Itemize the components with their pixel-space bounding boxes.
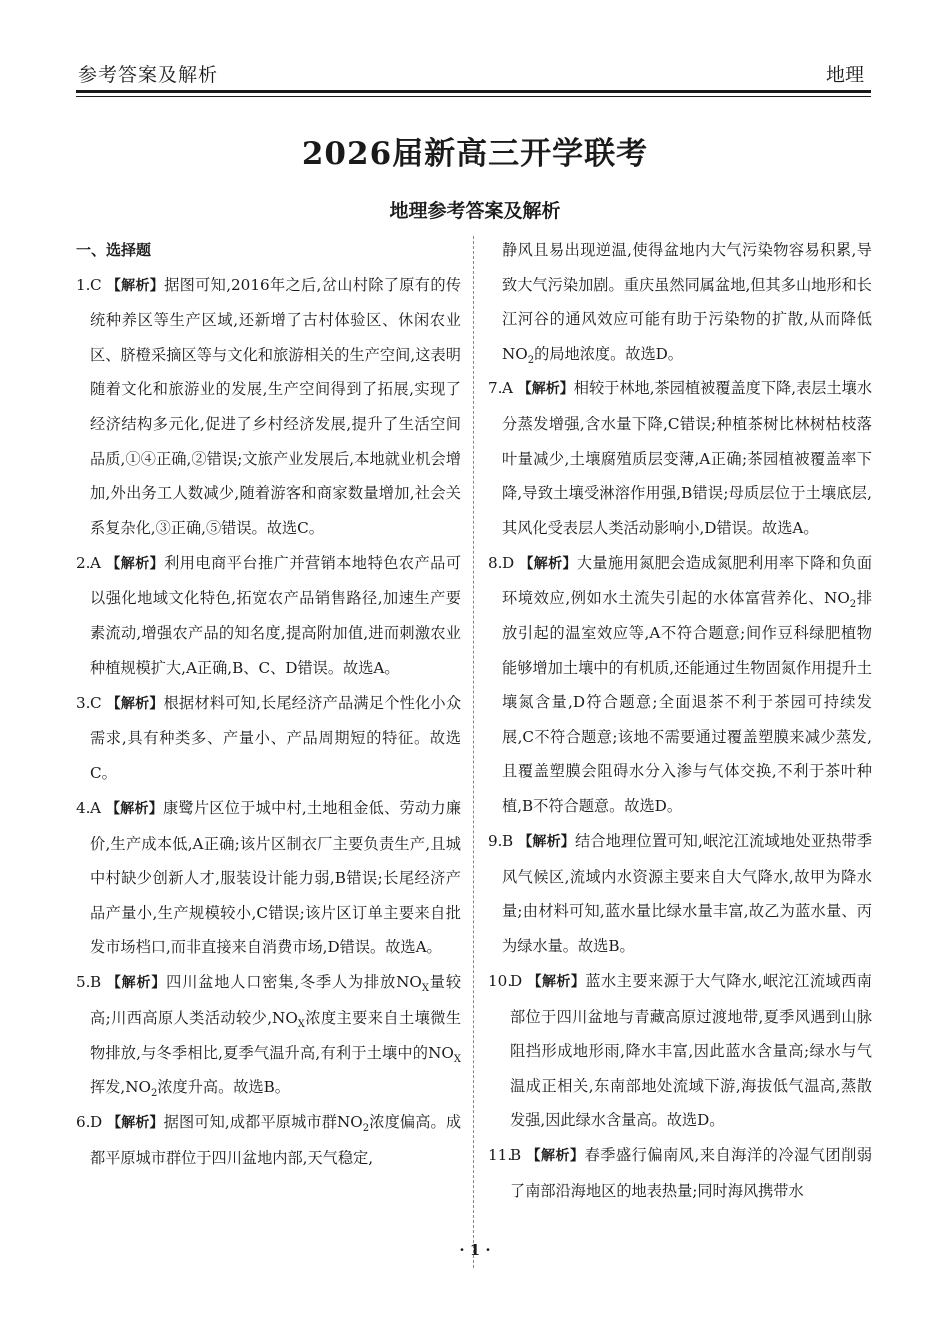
- item-number: 5.: [76, 973, 91, 992]
- analysis-tag: 【解析】: [106, 975, 167, 992]
- subscript: 2: [150, 1088, 158, 1100]
- item-answer: B: [90, 973, 102, 992]
- subscript: X: [421, 983, 429, 995]
- answer-item-10: [488, 964, 872, 1138]
- answer-item-9: [488, 824, 872, 963]
- answer-item-1: [76, 268, 461, 546]
- item-answer: A: [90, 553, 101, 572]
- item-number: 2.: [76, 553, 91, 572]
- answer-item-2: [76, 546, 461, 685]
- page-subtitle: 地理参考答案及解析: [389, 200, 561, 222]
- header-rule-thick: [76, 90, 871, 93]
- item-text: 结合地理位置可知,岷沱江流域地处亚热带季风气候区,流域内水资源主要来自大气降水,故甲为降水量;由材料可知,蓝水量比绿水量丰富,故乙为蓝水量、丙为绿水量。故选B。: [502, 832, 873, 955]
- item-text: 量较高;川西高原人类活动较少,NO: [90, 973, 462, 1028]
- subscript: 2: [849, 599, 857, 611]
- item-number: 9.: [488, 832, 503, 851]
- item-number: 8.: [488, 553, 503, 572]
- item-text: 康鹭片区位于城中村,土地租金低、劳动力廉价,生产成本低,A正确;该片区制衣厂主要负责生产,且城中村缺少创新人才,服装设计能力弱,B错误;长尾经济产品产量小,生产规模较小,C错误;该片区订单主要来自批发市场档口,而非直接来自消费市场,D错误。故选A。: [90, 799, 462, 957]
- analysis-tag: 【解析】: [107, 1115, 164, 1132]
- item-answer: D: [510, 971, 523, 990]
- item-text: 四川盆地人口密集,冬季人为排放NO: [166, 973, 422, 992]
- item-number: 7.: [488, 379, 503, 398]
- analysis-tag: 【解析】: [517, 381, 574, 398]
- header-left: 参考答案及解析: [78, 64, 219, 86]
- item-text: 据图可知,2016年之后,岔山村除了原有的传统种养区等生产区域,还新增了古村体验区、休闲农业区、脐橙采摘区等与文化和旅游相关的生产空间,这表明随着文化和旅游业的发展,生产空间得到了拓展,实现了经济结构多元化,促进了乡村经济发展,提升了生活空间品质,①④正确,②错误;文旅产业发展后,本地就业机会增加,外出务工人数减少,随着游客和商家数量增加,社会关系复杂化,③正确,⑤错误。故选C。: [90, 275, 462, 537]
- item-text: 蓝水主要来源于大气降水,岷沱江流域西南部位于四川盆地与青藏高原过渡地带,夏季风遇到山脉阻挡形成地形雨,降水丰富,因此蓝水含量高;绿水与气温成正相关,东南部地处流域下游,海拔低气温高,蒸散发强,因此绿水含量高。故选D。: [510, 971, 872, 1130]
- analysis-tag: 【解析】: [106, 277, 165, 294]
- item-text: 浓度偏高。成都平原城市群位于四川盆地内部,天气稳定,: [90, 1113, 462, 1167]
- answer-item-6: [76, 1105, 461, 1175]
- analysis-tag: 【解析】: [519, 555, 577, 572]
- answer-item-5: [76, 965, 461, 1104]
- subscript: 2: [527, 354, 535, 366]
- item-number: 11.: [488, 1146, 513, 1165]
- section-heading: 一、选择题: [76, 241, 152, 259]
- item-text: 挥发,NO: [90, 1078, 151, 1097]
- item-text: 浓度主要来自土壤微生物排放,与冬季相比,夏季气温升高,有利于土壤中的NO: [90, 1009, 462, 1062]
- subscript: 2: [362, 1123, 370, 1135]
- item-number: 10.: [488, 971, 513, 990]
- right-column: [488, 233, 872, 1209]
- item-text: 相较于林地,茶园植被覆盖度下降,表层土壤水分蒸发增强,含水量下降,C错误;种植茶树比林树枯枝落叶量减少,土壤腐殖质层变薄,A正确;茶园植被覆盖率下降,导致土壤受淋溶作用强,B错误;母质层位于土壤底层,其风化受表层人类活动影响小,D错误。故选A。: [502, 379, 873, 537]
- analysis-tag: 【解析】: [527, 973, 586, 990]
- page-title: 2026届新高三开学联考: [301, 136, 649, 172]
- subscript: X: [297, 1019, 305, 1031]
- item-text: 利用电商平台推广并营销本地特色农产品可以强化地域文化特色,拓宽农产品销售路径,加速生产要素流动,增强农产品的知名度,提高附加值,进而刺激农业种植规模扩大,A正确,B、C、D错误。故选A。: [90, 553, 462, 677]
- item-answer: D: [502, 553, 515, 572]
- item-text: 静风且易出现逆温,使得盆地内大气污染物容易积累,导致大气污染加剧。重庆虽然同属盆地,但其多山地形和长江河谷的通风效应可能有助于污染物的扩散,从而降低NO: [502, 241, 872, 363]
- item-text: 浓度升高。故选B。: [157, 1078, 290, 1097]
- answer-item-8: [488, 546, 872, 824]
- item-text: 排放引起的温室效应等,A不符合题意;间作豆科绿肥植物能够增加土壤中的有机质,还能通过生物固氮作用提升土壤氮含量,D符合题意;全面退茶不利于茶园可持续发展,C不符合题意;该地不需要通过覆盖塑膜来减少蒸发,且覆盖塑膜会阻碍水分入渗与气体交换,不利于茶叶种植,B不符合题意。故选D。: [502, 589, 873, 815]
- item-number: 4.: [76, 799, 91, 817]
- item-answer: A: [502, 379, 513, 398]
- item-answer: B: [510, 1146, 522, 1165]
- answer-item-3: [76, 686, 461, 791]
- answer-item-4: [76, 791, 461, 965]
- analysis-tag: 【解析】: [106, 555, 165, 572]
- answer-item-6-continued: [488, 233, 872, 371]
- item-text: 根据材料可知,长尾经济产品满足个性化小众需求,具有种类多、产量小、产品周期短的特征。故选C。: [90, 693, 462, 782]
- item-answer: A: [90, 799, 101, 817]
- item-number: 1.: [76, 275, 91, 294]
- answer-item-11: [488, 1138, 872, 1208]
- header-right: 地理: [825, 64, 864, 86]
- item-answer: D: [90, 1113, 103, 1132]
- item-text: 的局地浓度。故选D。: [534, 344, 683, 363]
- item-answer: C: [90, 693, 102, 712]
- header-rule-thin: [76, 96, 871, 97]
- analysis-tag: 【解析】: [526, 1148, 585, 1165]
- analysis-tag: 【解析】: [106, 801, 164, 817]
- answer-item-7: [488, 371, 872, 545]
- subscript: X: [453, 1053, 461, 1065]
- item-text: 春季盛行偏南风,来自海洋的冷湿气团削弱了南部沿海地区的地表热量;同时海风携带水: [510, 1146, 873, 1201]
- column-divider: [473, 236, 474, 1268]
- item-answer: C: [90, 275, 102, 294]
- item-answer: B: [502, 832, 514, 851]
- item-text: 据图可知,成都平原城市群NO: [163, 1113, 363, 1132]
- item-number: 3.: [76, 693, 91, 712]
- item-number: 6.: [76, 1113, 91, 1132]
- analysis-tag: 【解析】: [106, 695, 164, 712]
- analysis-tag: 【解析】: [518, 834, 575, 851]
- page-number: · 1 ·: [459, 1241, 491, 1259]
- item-text: 大量施用氮肥会造成氮肥利用率下降和负面环境效应,例如水土流失引起的水体富营养化、NO: [502, 553, 873, 608]
- left-column: [76, 233, 461, 1176]
